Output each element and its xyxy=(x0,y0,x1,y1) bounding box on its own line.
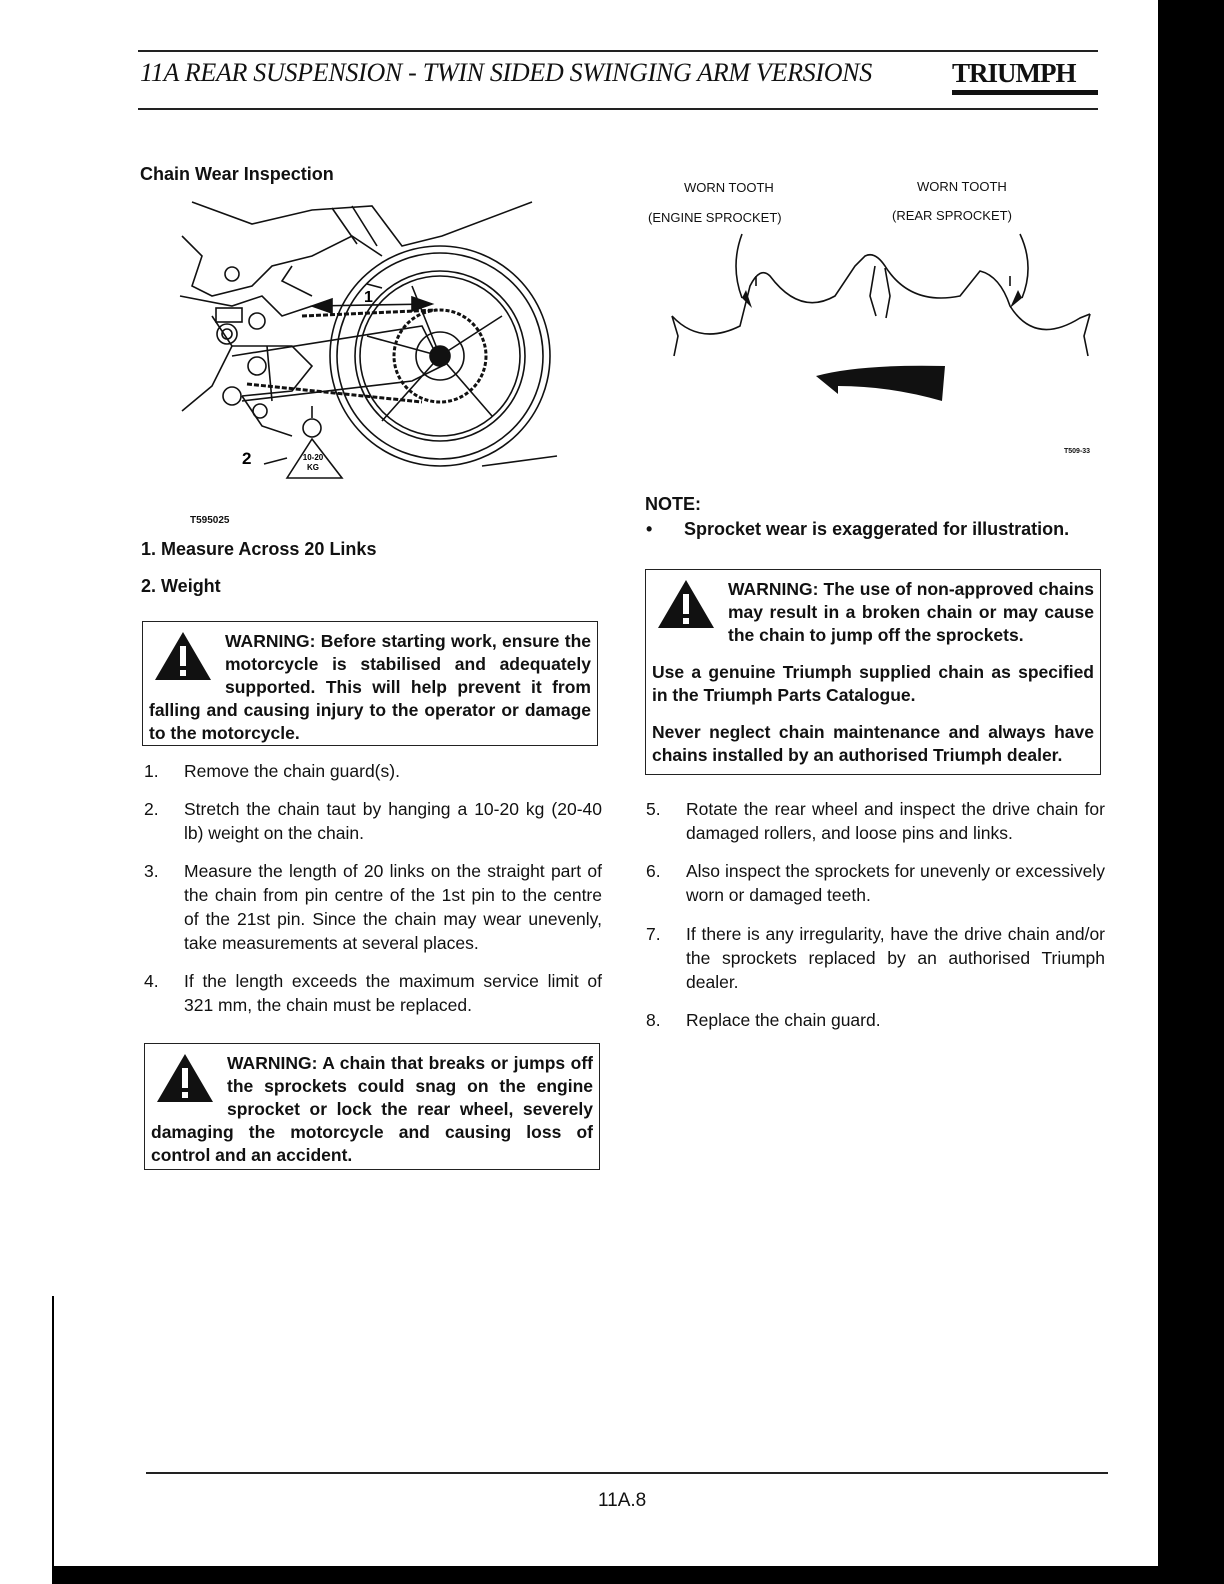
warning-box-approved-chains xyxy=(645,569,1101,775)
step-text: Also inspect the sprockets for unevenly or excessively worn or damaged teeth. xyxy=(686,861,1105,905)
caption-1: 1. Measure Across 20 Links xyxy=(141,539,377,559)
weight-value: 10-20 xyxy=(302,453,324,462)
step-4 xyxy=(144,969,604,1019)
scan-border-left xyxy=(52,1296,54,1566)
step-1 xyxy=(144,759,604,785)
warning-text-genuine-chain: Use a genuine Triumph supplied chain as specified in the Triumph Parts Catalogue. xyxy=(652,662,1094,705)
footer-rule xyxy=(146,1472,1108,1474)
step-text: If the length exceeds the maximum service limit of 321 mm, the chain must be replaced. xyxy=(184,971,602,1015)
step-2 xyxy=(144,797,604,847)
warning-text-approved-chains: WARNING: The use of non-approved chains may result in a broken chain or may cause the chain to jump off the sprockets. xyxy=(728,579,1094,645)
label-left-line1: WORN TOOTH xyxy=(684,180,774,195)
step-text: Replace the chain guard. xyxy=(686,1010,881,1030)
step-number: 5. xyxy=(646,799,661,819)
triumph-logo: TRIUMPH xyxy=(952,56,1098,95)
warning-text-chain-break: WARNING: A chain that breaks or jumps off the sprockets could snag on the engine sprocket or lock the rear wheel, severely damaging the motorcycle and causing loss of control and an accident. xyxy=(151,1053,593,1165)
step-number: 1. xyxy=(144,761,159,781)
note-text: Sprocket wear is exaggerated for illustration. xyxy=(684,519,1070,539)
weight-unit: KG xyxy=(307,463,319,472)
scan-border-right xyxy=(1158,0,1224,1584)
warning-box-chain-break xyxy=(144,1043,600,1170)
warning-text-stabilise: WARNING: Before starting work, ensure the motorcycle is stabilised and adequately supported. This will help prevent it from falling and causing injury to the operator or damage to the motorcycle. xyxy=(149,631,591,743)
figure1-ref: T595025 xyxy=(190,515,230,526)
chain-wear-figure xyxy=(172,196,572,526)
bullet-icon: • xyxy=(646,519,653,539)
warning-triangle-icon xyxy=(155,1052,215,1104)
step-3 xyxy=(144,859,604,959)
page-number: 11A.8 xyxy=(598,1490,647,1511)
page-title: 11A REAR SUSPENSION - TWIN SIDED SWINGING ARM VERSIONS xyxy=(140,58,872,87)
section-title: Chain Wear Inspection xyxy=(140,164,334,184)
step-text: Rotate the rear wheel and inspect the drive chain for damaged rollers, and loose pins and links. xyxy=(686,799,1105,843)
sprocket-wear-diagram xyxy=(660,226,1100,406)
warning-box-stabilise xyxy=(142,621,598,746)
step-number: 2. xyxy=(144,799,159,819)
step-5 xyxy=(646,797,1106,847)
figure2-ref: T509-33 xyxy=(1064,448,1091,455)
step-text: Measure the length of 20 links on the straight part of the chain from pin centre of the 1st pin to the centre of the 21st pin. Since the chain may wear unevenly, take measurements at several places. xyxy=(184,861,602,953)
callout-1: 1 xyxy=(364,289,373,306)
warning-text-maintenance: Never neglect chain maintenance and always have chains installed by an authorised Triumph dealer. xyxy=(652,722,1094,765)
note-item xyxy=(646,519,1069,540)
note-title: NOTE: xyxy=(645,494,701,514)
step-number: 4. xyxy=(144,971,159,991)
callout-2: 2 xyxy=(242,449,252,468)
label-right-line2: (REAR SPROCKET) xyxy=(892,208,1012,223)
label-left-line2: (ENGINE SPROCKET) xyxy=(648,210,782,225)
step-6 xyxy=(646,859,1106,909)
step-7 xyxy=(646,922,1106,997)
step-number: 7. xyxy=(646,924,661,944)
step-number: 6. xyxy=(646,861,661,881)
caption-2: 2. Weight xyxy=(141,576,221,596)
label-right-line1: WORN TOOTH xyxy=(917,179,1007,194)
header-rule-top xyxy=(138,50,1098,52)
scan-border-bottom xyxy=(52,1566,1224,1584)
step-text: If there is any irregularity, have the drive chain and/or the sprockets replaced by an authorised Triumph dealer. xyxy=(686,924,1105,992)
step-text: Stretch the chain taut by hanging a 10-20 kg (20-40 lb) weight on the chain. xyxy=(184,799,602,843)
warning-triangle-icon xyxy=(656,578,716,630)
header-rule-bottom xyxy=(138,108,1098,110)
step-number: 3. xyxy=(144,861,159,881)
step-text: Remove the chain guard(s). xyxy=(184,761,400,781)
step-8 xyxy=(646,1008,1106,1034)
warning-triangle-icon xyxy=(153,630,213,682)
step-number: 8. xyxy=(646,1010,661,1030)
